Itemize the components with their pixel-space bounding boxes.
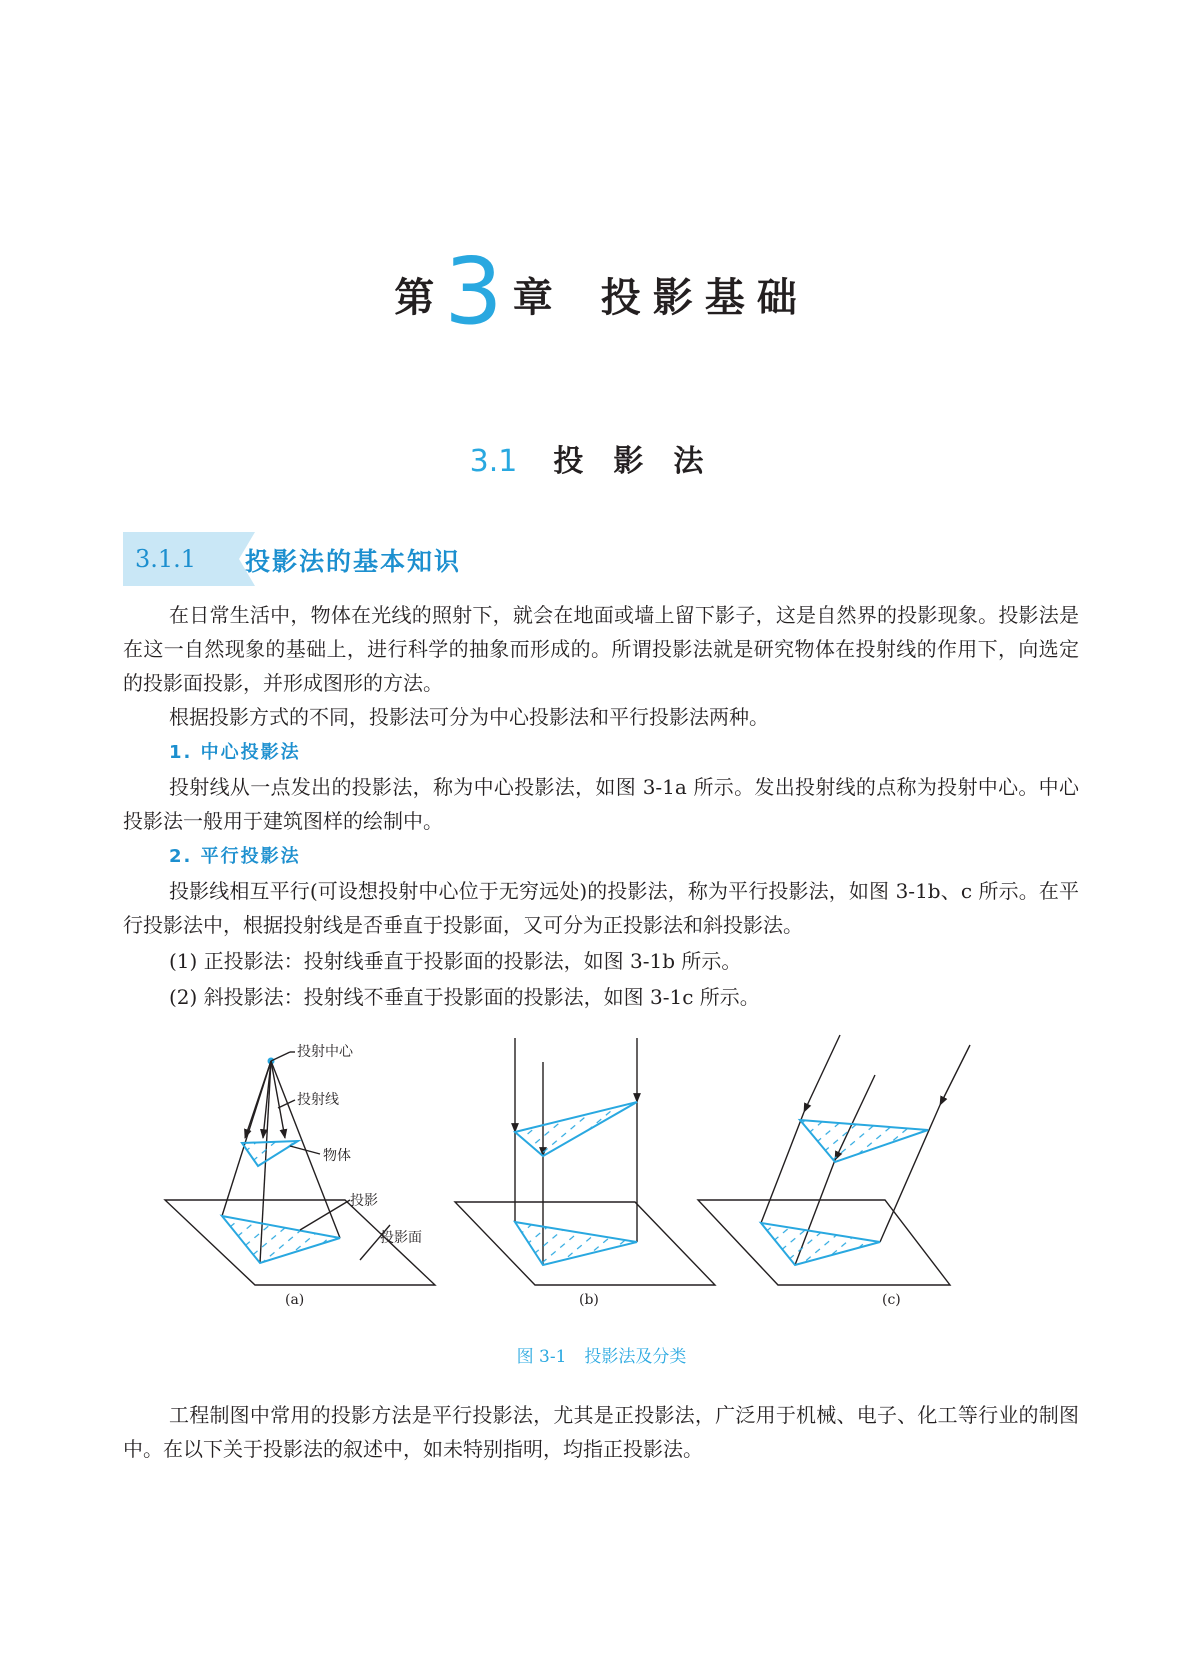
chapter-title [0,238,1203,345]
label-projection-plane: 投影面 [380,1230,422,1246]
sublabel-b: (b) [579,1292,599,1308]
figure-caption [0,1342,1203,1367]
figure-a-central-projection [165,1052,435,1285]
chapter-number: 3 [444,238,507,345]
sublabel-c: (c) [882,1292,901,1308]
section-name: 投影法 [553,444,734,479]
paragraph-oblique: (2) 斜投影法：投射线不垂直于投影面的投影法，如图 3-1c 所示。 [169,985,760,1009]
paragraph-parallel-projection: 投影线相互平行(可设想投射中心位于无穷远处)的投影法，称为平行投影法，如图 3-1b、c 所示。在平行投影法中，根据投射线是否垂直于投影面，又可分为正投影法和斜投影法。 [123,879,1079,937]
chapter-name: 投影基础 [600,275,809,321]
subsection-header [123,532,723,586]
label-projection: 投影 [350,1193,378,1209]
subsection-name: 投影法的基本知识 [245,547,462,576]
paragraph-central-projection: 投射线从一点发出的投影法，称为中心投影法，如图 3-1a 所示。发出投射线的点称为投射中心。中心投影法一般用于建筑图样的绘制中。 [123,775,1079,833]
paragraph-intro: 在日常生活中，物体在光线的照射下，就会在地面或墙上留下影子，这是自然界的投影现象。投影法是在这一自然现象的基础上，进行科学的抽象而形成的。所谓投影法就是研究物体在投射线的作用下，向选定的投影面投影，并形成图形的方法。 [123,603,1079,695]
chapter-prefix: 第 [394,275,439,321]
paragraph-orthographic: (1) 正投影法：投射线垂直于投影面的投影法，如图 3-1b 所示。 [169,949,742,973]
figure-b-orthographic-projection [455,1038,715,1285]
figure-caption-text: 投影法及分类 [584,1347,687,1367]
paragraph-engineering-drawing: 工程制图中常用的投影方法是平行投影法，尤其是正投影法，广泛用于机械、电子、化工等行业的制图中。在以下关于投影法的叙述中，如未特别指明，均指正投影法。 [123,1403,1079,1461]
heading-parallel-projection: 2. 平行投影法 [169,846,301,867]
figure-c-oblique-projection [698,1035,970,1285]
figure-caption-number: 图 3-1 [516,1347,567,1367]
sublabel-a: (a) [285,1292,305,1308]
label-object: 物体 [323,1148,351,1164]
heading-central-projection: 1. 中心投影法 [169,742,301,763]
section-title [0,436,1203,480]
paragraph-classification: 根据投影方式的不同，投影法可分为中心投影法和平行投影法两种。 [169,705,769,729]
chapter-suffix: 章 [512,275,557,321]
section-number: 3.1 [469,444,518,479]
label-projection-center: 投射中心 [297,1044,353,1060]
label-projection-ray: 投射线 [297,1092,339,1108]
subsection-number-badge: 3.1.1 [123,532,231,586]
